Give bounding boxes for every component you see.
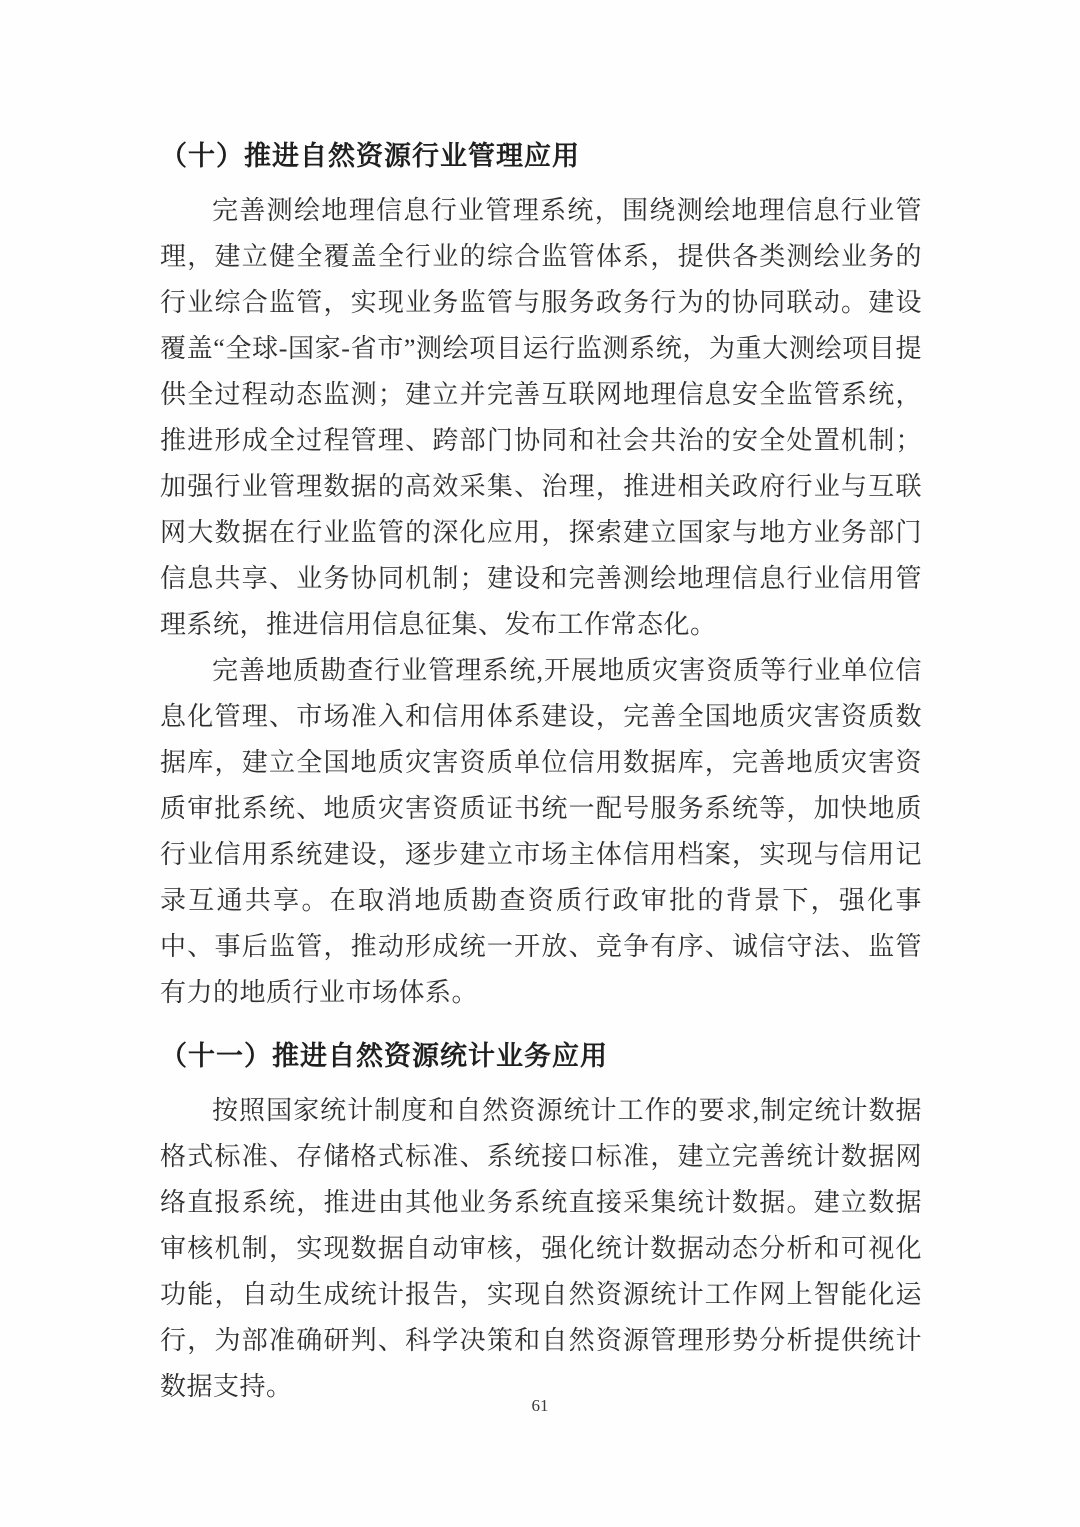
document-content [160,136,922,1410]
section-10-heading: （十）推进自然资源行业管理应用 [160,141,580,171]
section-11-paragraph-1: 按照国家统计制度和自然资源统计工作的要求,制定统计数据格式标准、存储格式标准、系统接口标准，建立完善统计数据网络直报系统，推进由其他业务系统直接采集统计数据。建立数据审核机制，实现数据自动审核，强化统计数据动态分析和可视化功能，自动生成统计报告，实现自然资源统计工作网上智能化运行，为部准确研判、科学决策和自然资源管理形势分析提供统计数据支持。 [160,1096,922,1401]
section-10-paragraph-1: 完善测绘地理信息行业管理系统，围绕测绘地理信息行业管理，建立健全覆盖全行业的综合监管体系，提供各类测绘业务的行业综合监管，实现业务监管与服务政务行为的协同联动。建设覆盖“全球-国家-省市”测绘项目运行监测系统，为重大测绘项目提供全过程动态监测；建立并完善互联网地理信息安全监管系统，推进形成全过程管理、跨部门协同和社会共治的安全处置机制；加强行业管理数据的高效采集、治理，推进相关政府行业与互联网大数据在行业监管的深化应用，探索建立国家与地方业务部门信息共享、业务协同机制；建设和完善测绘地理信息行业信用管理系统，推进信用信息征集、发布工作常态化。 [160,196,922,639]
section-11-heading: （十一）推进自然资源统计业务应用 [160,1041,608,1071]
page-number: 61 [531,1396,549,1415]
section-10-paragraph-2: 完善地质勘查行业管理系统,开展地质灾害资质等行业单位信息化管理、市场准入和信用体系建设，完善全国地质灾害资质数据库，建立全国地质灾害资质单位信用数据库，完善地质灾害资质审批系统、地质灾害资质证书统一配号服务系统等，加快地质行业信用系统建设，逐步建立市场主体信用档案，实现与信用记录互通共享。在取消地质勘查资质行政审批的背景下，强化事中、事后监管，推动形成统一开放、竞争有序、诚信守法、监管有力的地质行业市场体系。 [160,656,922,1007]
